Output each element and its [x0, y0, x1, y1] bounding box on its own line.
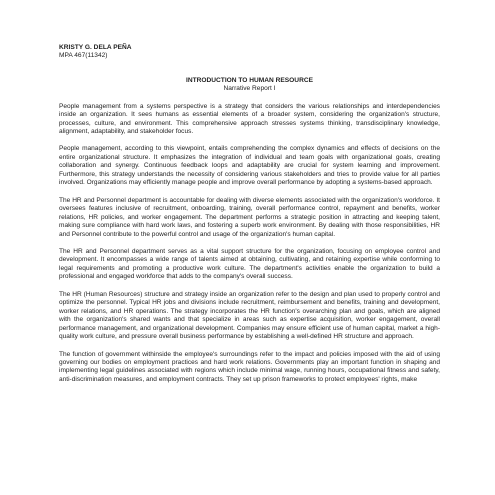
paragraph-systems-perspective: People management from a systems perspective is a strategy that considers the various relationships and interdependencies inside an organization. It sees humans as essential elements of a broader system, considering the organization's structure, processes, culture, and environment. This comprehensive approach stresses systems thinking, transdisciplinary knowledge, alignment, adaptability, and stakeholder focus. — [59, 102, 440, 135]
paragraph-hr-support: The HR and Personnel department serves as a vital support structure for the organization, focusing on employee control and development. It encompasses a wide range of talents aimed at obtaining, cultivating, and retaining expertise while conforming to legal requirements and promoting a productive work culture. The department's activities enable the organization to build a professional and engaged workforce that adds to the company's overall success. — [59, 247, 440, 281]
course-code: MPA 467(11342) — [59, 52, 108, 60]
paragraph-people-management: People management, according to this viewpoint, entails comprehending the complex dynamics and effects of decisions on the entire organizational structure. It emphasizes the integration of individual and team goals with organizational goals, creating collaboration and synergy. Continuous feedback loops and adaptability are crucial for system learning and improvement. Furthermore, this strategy understands the necessity of considering various stakeholders and tries to provide value for all parties involved. Organizations may efficiently manage people and improve overall performance by adopting a systems-based approach. — [59, 145, 440, 187]
document-title: INTRODUCTION TO HUMAN RESOURCE — [186, 76, 313, 84]
paragraph-hr-structure: The HR (Human Resources) structure and strategy inside an organization refer to the design and plan used to properly control and optimize the personnel. Typical HR jobs and divisions include recruitment, reimbursement and benefits, training and development, worker relations, and HR operations. The strategy incorporates the HR function's overarching plan and goals, which are aligned with the organization's shared wants and that specialize in areas such as expertise acquisition, worker engagement, overall performance management, and organizational development. Companies may ensure efficient use of human capital, market a high-quality work culture, and pressure overall business performance by establishing a well-defined HR structure and approach. — [59, 290, 440, 341]
document-subtitle: Narrative Report I — [223, 85, 276, 93]
paragraph-hr-department: The HR and Personnel department is accountable for dealing with diverse elements associated with the organization's workforce. It oversees features inclusive of recruitment, onboarding, training, overall performance control, repayment and benefits, worker relations, HR policies, and worker engagement. The department performs a strategic position in attracting and keeping talent, making sure compliance with hard work laws, and fostering a superb work environment. By dealing with those responsibilities, HR and Personnel contribute to the powerful control and usage of the organization's human capital. — [59, 196, 440, 238]
author-name: KRISTY G. DELA PEÑA — [59, 44, 132, 51]
document-page — [59, 44, 440, 393]
paragraph-government-function: The function of government withinside the employee's surroundings refer to the impact and policies imposed with the aid of using governing our bodies on employment practices and hard work relations. Governments play an important function in shaping and implementing legal guidelines associated with regions which include minimal wage, running hours, occupational fitness and safety, anti-discrimination measures, and employment contracts. They set up prison frameworks to protect employees' rights, make — [59, 350, 440, 383]
